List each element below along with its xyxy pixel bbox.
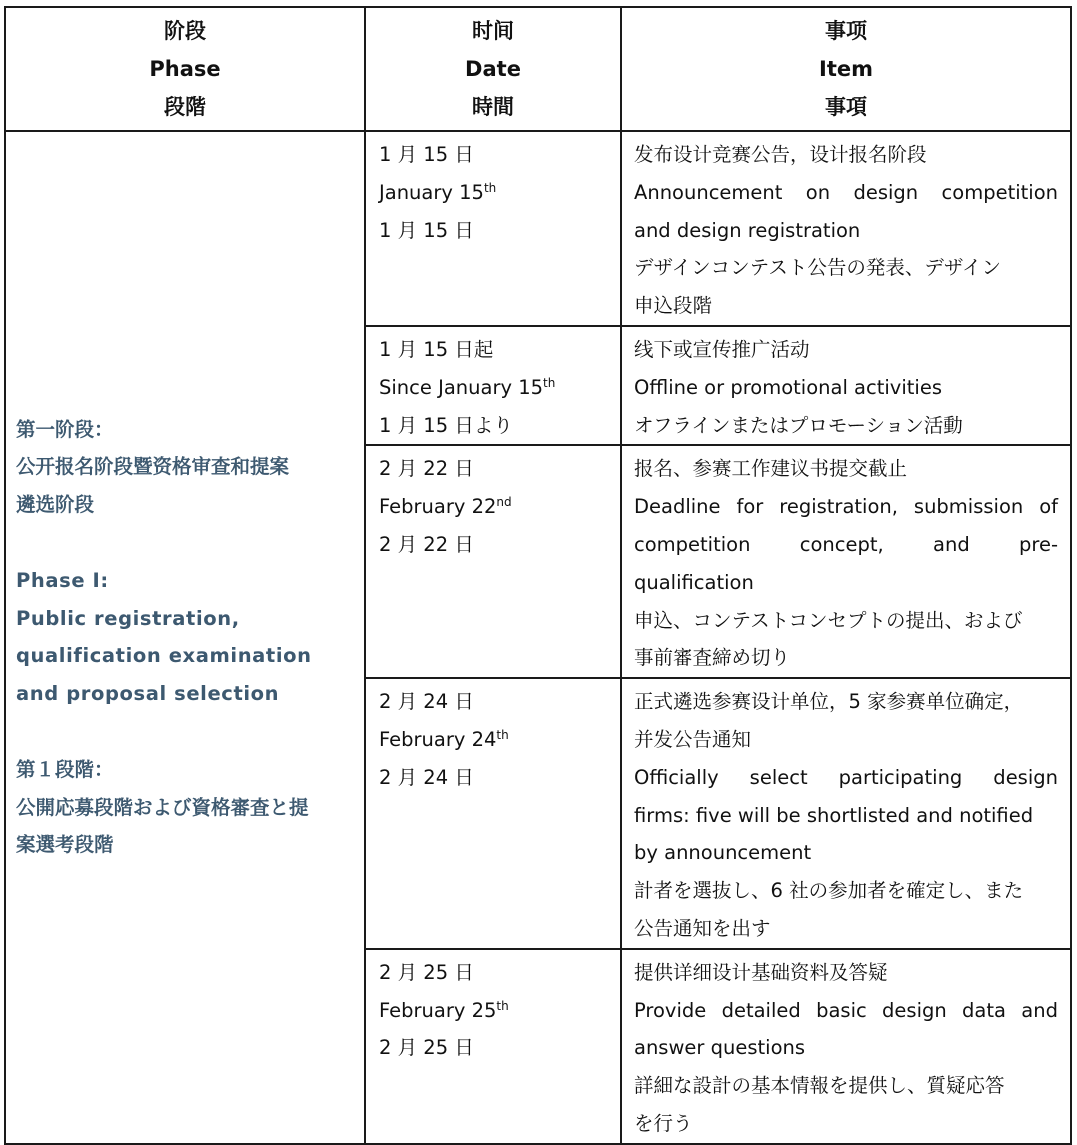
item-cell: 报名、参赛工作建议书提交截止 Deadline for registration, submission of competition concept, and pre- qualification 申込、コンテストコンセプトの提出、および 事前審査締め切り [621, 445, 1071, 678]
header-row [5, 7, 1071, 131]
date-cell: 1 月 15 日起 Since January 15th 1 月 15 日より [365, 326, 621, 445]
phase-en-line: Public registration, [16, 606, 240, 630]
phase-zh-line: 遴选阶段 [16, 493, 95, 517]
table-row [5, 131, 1071, 326]
date-cell: 1 月 15 日 January 15th 1 月 15 日 [365, 131, 621, 326]
item-cell: 发布设计竞赛公告，设计报名阶段 Announcement on design competition and design registration デザインコンテスト公告の発表、デザイン 申込段階 [621, 131, 1071, 326]
phase-en-title: Phase I: [16, 568, 109, 592]
header-phase: 阶段 Phase 段階 [5, 7, 365, 131]
phase-en-line: and proposal selection [16, 682, 280, 706]
header-item: 事项 Item 事項 [621, 7, 1071, 131]
date-cell: 2 月 24 日 February 24th 2 月 24 日 [365, 678, 621, 949]
phase-zh-line: 公开报名阶段暨资格审查和提案 [16, 455, 290, 479]
item-cell: 提供详细设计基础资料及答疑 Provide detailed basic design data and answer questions 詳細な設計の基本情報を提供し、質疑応答 を行う [621, 949, 1071, 1144]
phase-ja-line: 公開応募段階および資格審査と提 [16, 795, 309, 819]
phase-label-cell [5, 131, 365, 1144]
phase-ja-line: 案選考段階 [16, 833, 114, 857]
header-date: 时间 Date 時間 [365, 7, 621, 131]
item-cell: 正式遴选参赛设计单位，5 家参赛单位确定， 并发公告通知 Officially select participating design firms: five will be shortlisted and notified by announcement 計者を選抜し、6 社の参加者を確定し、また 公告通知を出す [621, 678, 1071, 949]
phase-en-line: qualification examination [16, 644, 312, 668]
phase-ja-title: 第１段階： [16, 757, 114, 781]
schedule-table [4, 6, 1072, 1145]
item-cell: 线下或宣传推广活动 Offline or promotional activities オフラインまたはプロモーション活動 [621, 326, 1071, 445]
phase-zh-title: 第一阶段： [16, 417, 114, 441]
date-cell: 2 月 25 日 February 25th 2 月 25 日 [365, 949, 621, 1144]
date-cell: 2 月 22 日 February 22nd 2 月 22 日 [365, 445, 621, 678]
